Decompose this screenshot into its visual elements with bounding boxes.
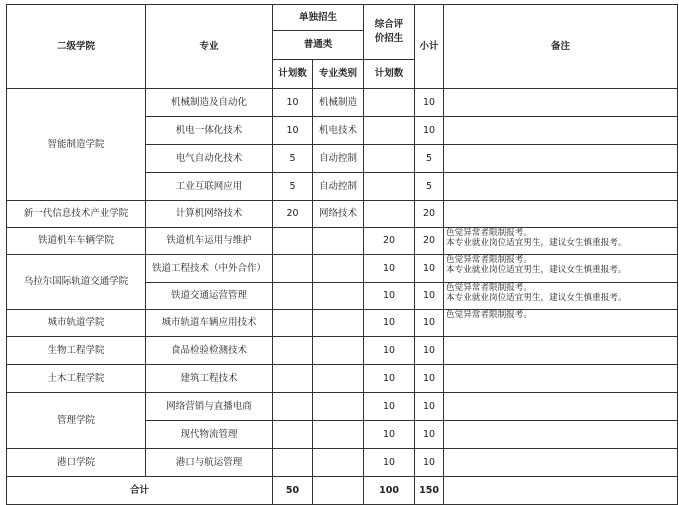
plan-cell [273, 255, 313, 283]
plan-cell [273, 283, 313, 310]
plan-cell [273, 421, 313, 449]
remark-line: 色觉异常者限制报考。 [446, 310, 532, 320]
college-cell: 管理学院 [7, 393, 146, 449]
table-row [7, 393, 678, 421]
remark-line: 本专业就业岗位适宜男生，建议女生慎重报考。 [446, 265, 627, 276]
subtotal-cell: 10 [415, 365, 444, 393]
remark-cell [444, 173, 678, 201]
major-cell: 铁道交通运营管理 [146, 283, 273, 310]
total-plan: 50 [273, 477, 313, 505]
comp-plan-cell: 10 [364, 421, 415, 449]
comp-plan-cell [364, 173, 415, 201]
major-cell: 机电一体化技术 [146, 117, 273, 145]
remark-cell [444, 393, 678, 421]
comp-plan-cell: 10 [364, 310, 415, 337]
table-row [7, 365, 678, 393]
subtotal-cell: 10 [415, 310, 444, 337]
remark-cell [444, 145, 678, 173]
remark-cell [444, 201, 678, 228]
category-cell [313, 337, 364, 365]
header-major: 专业 [146, 5, 273, 89]
comp-plan-cell: 10 [364, 449, 415, 477]
table-row [7, 310, 678, 337]
college-cell: 土木工程学院 [7, 365, 146, 393]
header-category: 专业类别 [313, 60, 364, 89]
plan-cell: 20 [273, 201, 313, 228]
header-remark: 备注 [444, 5, 678, 89]
category-cell [313, 310, 364, 337]
comp-plan-cell: 10 [364, 283, 415, 310]
header-general: 普通类 [273, 31, 364, 60]
enrollment-table [6, 4, 678, 505]
subtotal-cell: 10 [415, 117, 444, 145]
total-remark [444, 477, 678, 505]
comp-plan-cell [364, 145, 415, 173]
remark-cell [444, 117, 678, 145]
header-college: 二级学院 [7, 5, 146, 89]
subtotal-cell: 10 [415, 283, 444, 310]
college-cell: 城市轨道学院 [7, 310, 146, 337]
major-cell: 建筑工程技术 [146, 365, 273, 393]
comp-plan-cell [364, 117, 415, 145]
category-cell [313, 365, 364, 393]
comp-plan-cell: 10 [364, 255, 415, 283]
category-cell [313, 255, 364, 283]
subtotal-cell: 10 [415, 255, 444, 283]
major-cell: 港口与航运管理 [146, 449, 273, 477]
plan-cell: 10 [273, 89, 313, 117]
category-cell: 机械制造 [313, 89, 364, 117]
major-cell: 工业互联网应用 [146, 173, 273, 201]
comp-plan-cell [364, 201, 415, 228]
category-cell [313, 393, 364, 421]
table-row [7, 228, 678, 255]
plan-cell [273, 449, 313, 477]
plan-cell [273, 228, 313, 255]
college-cell: 生物工程学院 [7, 337, 146, 365]
table-row [7, 255, 678, 283]
plan-cell: 5 [273, 145, 313, 173]
header-comprehensive [364, 5, 415, 60]
category-cell [313, 228, 364, 255]
college-cell: 铁道机车车辆学院 [7, 228, 146, 255]
comp-plan-cell: 20 [364, 228, 415, 255]
subtotal-cell: 10 [415, 449, 444, 477]
total-category [313, 477, 364, 505]
remark-cell [444, 337, 678, 365]
remark-cell [444, 283, 678, 310]
header-comp-plan: 计划数 [364, 60, 415, 89]
plan-cell: 10 [273, 117, 313, 145]
header-separate: 单独招生 [273, 5, 364, 31]
remark-cell [444, 421, 678, 449]
college-cell: 乌拉尔国际轨道交通学院 [7, 255, 146, 310]
comp-plan-cell: 10 [364, 337, 415, 365]
major-cell: 现代物流管理 [146, 421, 273, 449]
subtotal-cell: 5 [415, 145, 444, 173]
remark-cell [444, 365, 678, 393]
subtotal-cell: 20 [415, 228, 444, 255]
category-cell [313, 449, 364, 477]
plan-cell: 5 [273, 173, 313, 201]
remark-cell [444, 449, 678, 477]
major-cell: 城市轨道车辆应用技术 [146, 310, 273, 337]
category-cell [313, 283, 364, 310]
major-cell: 食品检验检测技术 [146, 337, 273, 365]
category-cell [313, 421, 364, 449]
remark-cell [444, 310, 678, 337]
category-cell: 网络技术 [313, 201, 364, 228]
category-cell: 自动控制 [313, 173, 364, 201]
category-cell: 自动控制 [313, 145, 364, 173]
subtotal-cell: 10 [415, 421, 444, 449]
subtotal-cell: 10 [415, 393, 444, 421]
total-comp: 100 [364, 477, 415, 505]
college-cell: 新一代信息技术产业学院 [7, 201, 146, 228]
plan-cell [273, 365, 313, 393]
table-row [7, 449, 678, 477]
subtotal-cell: 5 [415, 173, 444, 201]
table-row [7, 201, 678, 228]
major-cell: 机械制造及自动化 [146, 89, 273, 117]
header-plan: 计划数 [273, 60, 313, 89]
college-cell: 智能制造学院 [7, 89, 146, 201]
subtotal-cell: 10 [415, 337, 444, 365]
major-cell: 电气自动化技术 [146, 145, 273, 173]
header-subtotal: 小计 [415, 5, 444, 89]
remark-cell [444, 255, 678, 283]
remark-cell [444, 89, 678, 117]
remark-line: 本专业就业岗位适宜男生，建议女生慎重报考。 [446, 293, 627, 304]
comp-plan-cell [364, 89, 415, 117]
table-row [7, 337, 678, 365]
remark-line: 本专业就业岗位适宜男生，建议女生慎重报考。 [446, 238, 627, 249]
total-subtotal: 150 [415, 477, 444, 505]
subtotal-cell: 20 [415, 201, 444, 228]
plan-cell [273, 393, 313, 421]
header-comprehensive-text: 综合评价招生 [374, 19, 404, 44]
college-cell: 港口学院 [7, 449, 146, 477]
table-row [7, 89, 678, 117]
remark-line: 色觉异常者限制报考。 [446, 228, 532, 238]
remark-line: 色觉异常者限制报考。 [446, 255, 532, 265]
remark-cell [444, 228, 678, 255]
major-cell: 铁道工程技术（中外合作） [146, 255, 273, 283]
major-cell: 计算机网络技术 [146, 201, 273, 228]
category-cell: 机电技术 [313, 117, 364, 145]
total-label: 合计 [7, 477, 273, 505]
plan-cell [273, 310, 313, 337]
major-cell: 网络营销与直播电商 [146, 393, 273, 421]
major-cell: 铁道机车运用与维护 [146, 228, 273, 255]
comp-plan-cell: 10 [364, 365, 415, 393]
subtotal-cell: 10 [415, 89, 444, 117]
plan-cell [273, 337, 313, 365]
remark-line: 色觉异常者限制报考。 [446, 283, 532, 293]
total-row [7, 477, 678, 505]
header-row-1 [7, 5, 678, 31]
comp-plan-cell: 10 [364, 393, 415, 421]
